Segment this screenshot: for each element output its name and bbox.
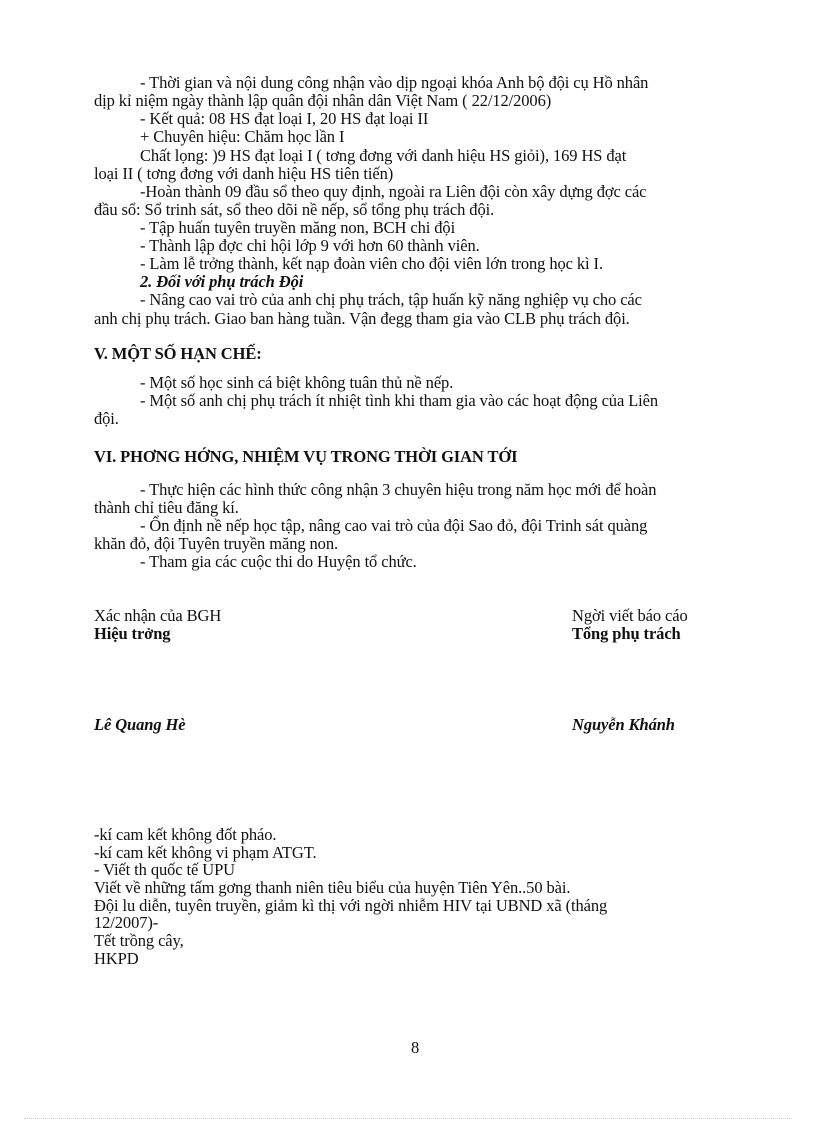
body-line: - Thực hiện các hình thức công nhận 3 chuyên hiệu trong năm học mới để hoàn — [140, 480, 657, 499]
signature-left-name: Lê Quang Hè — [94, 715, 186, 734]
page-number: 8 — [411, 1038, 420, 1057]
signature-right-title: Tổng phụ trách — [572, 624, 681, 643]
body-line: - Tham gia các cuộc thi do Huyện tổ chức. — [140, 552, 417, 571]
body-line: - Kết quả: 08 HS đạt loại I, 20 HS đạt loại II — [140, 109, 429, 128]
body-line: anh chị phụ trách. Giao ban hàng tuần. Vận đegg tham gia vào CLB phụ trách đội. — [94, 309, 630, 328]
body-line: đội. — [94, 409, 119, 428]
subheading: 2. Đối với phụ trách Đội — [140, 272, 304, 291]
signature-right-name: Nguyễn Khánh — [572, 715, 675, 734]
body-line: - Tập huấn tuyên truyền măng non, BCH chi đội — [140, 218, 456, 237]
section-heading: VI. PHƠNG HỚNG, NHIỆM VỤ TRONG THỜI GIAN TỚI — [94, 447, 518, 466]
body-line: - Ổn định nề nếp học tập, nâng cao vai trò của đội Sao đỏ, đội Trinh sát quàng — [140, 516, 648, 535]
note-line: HKPD — [94, 949, 139, 968]
note-line: 12/2007)- — [94, 913, 159, 932]
section-heading: V. MỘT SỐ HẠN CHẾ: — [94, 344, 262, 363]
body-line: khăn đỏ, đội Tuyên truyền măng non. — [94, 534, 338, 553]
body-line: thành chỉ tiêu đăng kí. — [94, 498, 239, 517]
body-line: Chất lọng: )9 HS đạt loại I ( tơng đơng với danh hiệu HS giỏi), 169 HS đạt — [140, 146, 627, 165]
body-line: -Hoàn thành 09 đầu sổ theo quy định, ngoài ra Liên đội còn xây dựng đợc các — [140, 182, 647, 201]
note-line: Viết về những tấm gơng thanh niên tiêu biểu của huyện Tiên Yên..50 bài. — [94, 878, 571, 897]
body-line: - Nâng cao vai trò của anh chị phụ trách, tập huấn kỹ năng nghiệp vụ cho các — [140, 290, 642, 309]
body-line: loại II ( tơng đơng với danh hiệu HS tiên tiến) — [94, 164, 394, 183]
body-line: + Chuyên hiệu: Chăm học lần I — [140, 127, 345, 146]
page-bottom-divider — [24, 1118, 792, 1119]
body-line: - Một số anh chị phụ trách ít nhiệt tình khi tham gia vào các hoạt động của Liên — [140, 391, 659, 410]
note-line: -kí cam kết không vi phạm ATGT. — [94, 843, 317, 862]
note-line: Đội lu diễn, tuyên truyền, giảm kì thị với ngời nhiễm HIV tại UBND xã (tháng — [94, 896, 608, 915]
body-line: đầu sổ: Sổ trinh sát, sổ theo dõi nề nếp, sổ tổng phụ trách đội. — [94, 200, 495, 219]
body-line: - Thời gian và nội dung công nhận vào dịp ngoại khóa Anh bộ đội cụ Hồ nhân — [140, 73, 649, 92]
body-line: - Một số học sinh cá biệt không tuân thủ nề nếp. — [140, 373, 454, 392]
note-line: - Viết th quốc tế UPU — [94, 860, 235, 879]
signature-right-label: Ngời viết báo cáo — [572, 606, 688, 625]
note-line: Tết trồng cây, — [94, 931, 184, 950]
body-line: - Làm lễ trởng thành, kết nạp đoàn viên cho đội viên lớn trong học kì I. — [140, 254, 603, 273]
signature-left-label: Xác nhận của BGH — [94, 606, 222, 625]
signature-left-title: Hiệu trởng — [94, 624, 171, 643]
body-line: - Thành lập đợc chi hội lớp 9 với hơn 60 thành viên. — [140, 236, 480, 255]
note-line: -kí cam kết không đốt pháo. — [94, 825, 277, 844]
body-line: dịp kỉ niệm ngày thành lập quân đội nhân dân Việt Nam ( 22/12/2006) — [94, 91, 552, 110]
